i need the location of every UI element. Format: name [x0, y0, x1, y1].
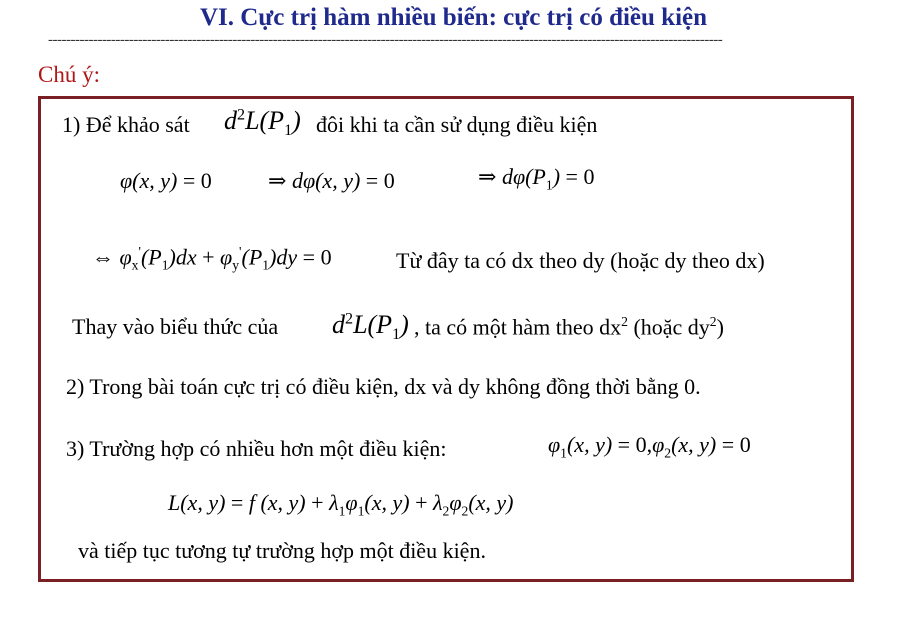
formula-partial-derivatives: ⇔ $\varphi_x'(P_1)dx + \varphi_y'(P_1)dy = 0$ [92, 244, 332, 273]
item1-text-after: đôi khi ta cần sử dụng điều kiện [316, 112, 598, 137]
page-title: VI. Cực trị hàm nhiều biến: cực trị có điều kiện [199, 4, 708, 31]
formula-lagrangian: L(x, y) = f (x, $y) + \lambda_1\varphi_1(x$, $y) + \lambda_2\varphi_2(x$, y) [168, 490, 514, 519]
formula-dphi-P1: ⇒ $d\varphi(P_1) = 0$ [478, 164, 595, 193]
substitute-text-after: , ta có một hàm theo $dx^2$ (hoặc $dy^2$) [414, 314, 724, 340]
item2-text: 2) Trong bài toán cực trị có điều kiện, dx và dy không đồng thời bằng 0. [66, 374, 701, 399]
item1-text-before: 1) Để khảo sát [62, 112, 190, 137]
substitute-text-before: Thay vào biểu thức của [72, 314, 279, 339]
formula-dphi: ⇒ dφ(x, y) = 0 [268, 168, 395, 193]
formula-d2L-P1-second: $d^2L(P_1)$ [332, 310, 409, 344]
closing-text: và tiếp tục tương tự trường hợp một điều kiện. [78, 538, 486, 563]
formula-two-constraints: $\varphi_1(x$, $y) = 0,\varphi_2(x$, y) = 0 [548, 432, 751, 461]
formula-phi-constraint: φ(x, y) = 0 [120, 168, 212, 193]
formula-d2L-P1: $d^2L(P_1)$ [224, 106, 301, 140]
item3-text: 3) Trường hợp có nhiều hơn một điều kiện: [66, 436, 447, 461]
derivation-text: Từ đây ta có dx theo dy (hoặc dy theo dx) [396, 248, 765, 273]
dashed-divider: ------------------------------------------------------------------------------------------------------------------------------------------------------ [48, 32, 723, 48]
note-label: Chú ý: [38, 62, 100, 87]
